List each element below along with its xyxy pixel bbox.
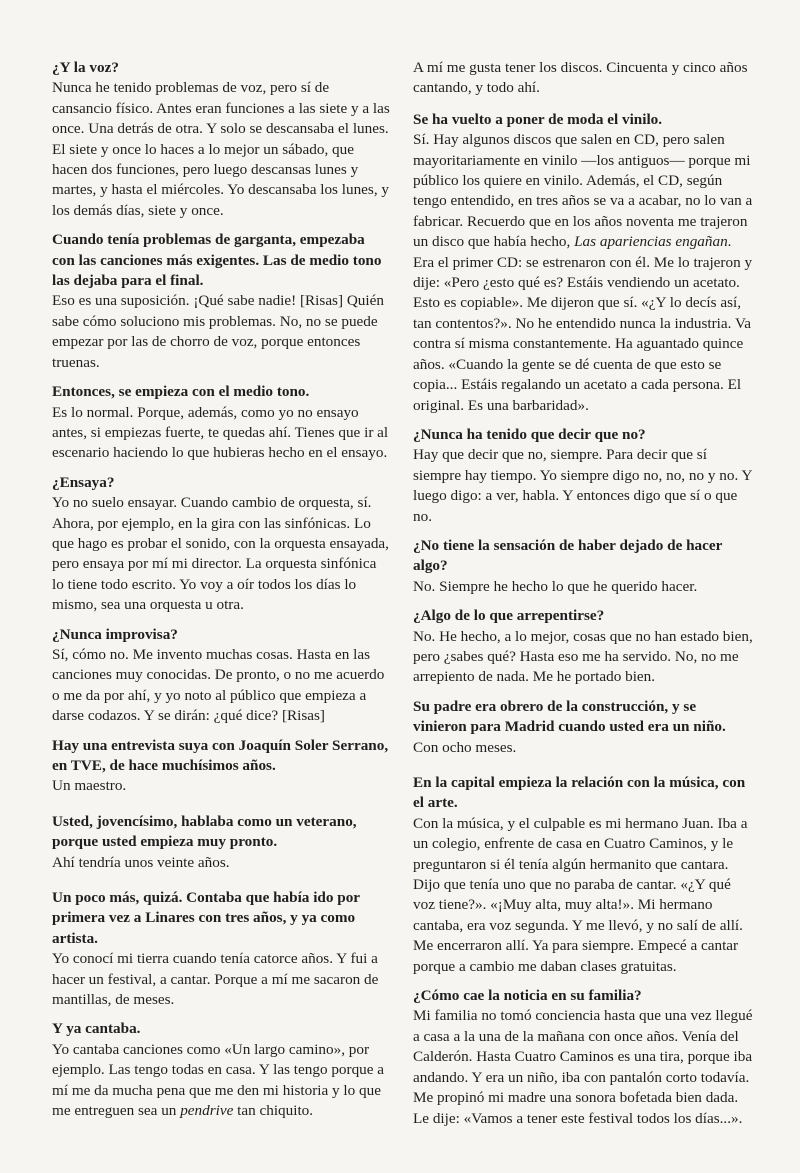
answer — [52, 1040, 390, 1122]
qa-block — [413, 110, 753, 416]
qa-block — [52, 1019, 390, 1121]
qa-block — [52, 812, 390, 873]
question: ¿No tiene la sensación de haber dejado de hacer algo? — [413, 536, 723, 575]
question: Usted, jovencísimo, hablaba como un veterano, porque usted empieza muy pronto. — [52, 812, 357, 851]
answer-text: . Era el primer CD: se estrenaron con él. Me lo trajeron y dije: «Pero ¿esto qué es? Estáis vendiendo un acetato. Esto es copiable». Me dijeron que sí. «¿Y lo decís así, tan contentos?». No he entendido nunca la industria. Va contra sí misma constantemente. Ha aguantado quince años. «Cuando la gente se dé cuenta de que esto se copia... Estáis regalando un acetato a cada persona. El original. Es una barbaridad». — [413, 233, 753, 414]
question: Cuando tenía problemas de garganta, empezaba con las canciones más exigentes. Las de medio tono las dejaba para el final. — [52, 231, 382, 290]
answer: Con la música, y el culpable es mi hermano Juan. Iba a un colegio, enfrente de casa en Cuatro Caminos, y le preguntaron si él tenía algún hermanito que cantara. Dijo que tenía uno que no paraba de cantar. «¿Y qué voz tiene?». «¡Muy alta, muy alta!». Mi hermano cantaba, era voz segunda. Y me llevó, y no salí de allí. Me encerraron allí. Ya para siempre. Empecé a cantar porque a cambio me daban clases gratuitas. — [413, 814, 748, 975]
qa-block — [413, 606, 753, 688]
answer: No. Siempre he hecho lo que he querido hacer. — [413, 577, 698, 595]
answer: Un maestro. — [52, 777, 127, 795]
question: Se ha vuelto a poner de moda el vinilo. — [413, 110, 663, 128]
answer: Sí, cómo no. Me invento muchas cosas. Hasta en las canciones muy conocidas. De pronto, o no me acuerdo o me da por ahí, y yo noto al público que empieza a darse codazos. Y se dirán: ¿qué dice? [Risas] — [52, 645, 385, 725]
right-column — [413, 58, 753, 1138]
answer: Ahí tendría unos veinte años. — [52, 853, 230, 871]
answer-continued: A mí me gusta tener los discos. Cincuenta y cinco años cantando, y todo ahí. — [413, 59, 748, 97]
answer: Es lo normal. Porque, además, como yo no ensayo antes, si empiezas fuerte, te quedas ahí. Tienes que ir al escenario haciendo lo que hubieras hecho en el ensayo. — [52, 403, 389, 462]
answer: Eso es una suposición. ¡Qué sabe nadie! [Risas] Quién sabe cómo soluciono mis problemas. No, no se puede empezar por las de chorro de voz, porque entonces truenas. — [52, 292, 384, 371]
left-column — [52, 58, 390, 1131]
question: En la capital empieza la relación con la música, con el arte. — [413, 774, 746, 812]
answer: Con ocho meses. — [413, 738, 517, 756]
answer-italic: pendrive — [180, 1102, 234, 1120]
answer: Yo conocí mi tierra cuando tenía catorce años. Y fui a hacer un festival, a cantar. Porque a mí me sacaron de mantillas, de meses. — [52, 950, 379, 1009]
answer-italic: Las apariencias engañan — [574, 233, 728, 251]
qa-block — [413, 536, 753, 597]
question: ¿Nunca ha tenido que decir que no? — [413, 425, 646, 443]
qa-block — [52, 473, 390, 616]
qa-block — [413, 425, 753, 527]
answer: No. He hecho, a lo mejor, cosas que no han estado bien, pero ¿sabes qué? Hasta eso me ha servido. No, no me arrepiento de nada. Me he portado bien. — [413, 627, 753, 686]
answer — [413, 130, 753, 416]
answer: Nunca he tenido problemas de voz, pero sí de cansancio físico. Antes eran funciones a las siete y a las once. Una detrás de otra. Y solo se descansaba el lunes. El siete y once lo haces a lo mejor un sábado, que hacen dos funciones, pero luego descansas lunes y martes, y hasta el miércoles. Yo descansaba los lunes, y los demás días, siete y once. — [52, 79, 390, 219]
question: ¿Cómo cae la noticia en su familia? — [413, 987, 642, 1005]
question: ¿Y la voz? — [52, 59, 119, 76]
answer-text: tan chiquito. — [233, 1102, 314, 1120]
question: ¿Ensaya? — [52, 473, 115, 491]
answer: Mi familia no tomó conciencia hasta que una vez llegué a casa a la una de la mañana con once años. Venía del Calderón. Hasta Cuatro Caminos es una tira, porque iba andando. Y era un niño, iba con pantalón corto todavía. Me propinó mi madre una sonora bofetada bien dada. Le dije: «Vamos a tener este festival todos los días...». — [413, 1007, 753, 1127]
question: Hay una entrevista suya con Joaquín Soler Serrano, en TVE, de hace muchísimos años. — [52, 736, 389, 774]
qa-block — [52, 382, 390, 464]
question: Su padre era obrero de la construcción, y se vinieron para Madrid cuando usted era un niño. — [413, 697, 726, 736]
answer-text: Yo cantaba canciones como «Un largo camino», por ejemplo. Las tengo todas en casa. Y las tengo porque a mí me da mucha pena que me den mi historia y lo que me entreguen sea un — [52, 1040, 385, 1120]
answer: Hay que decir que no, siempre. Para decir que sí siempre hay tiempo. Yo siempre digo no, no, no y no. Y luego digo: a ver, habla. Y entonces digo que sí o que no. — [413, 446, 752, 525]
answer: Yo no suelo ensayar. Cuando cambio de orquesta, sí. Ahora, por ejemplo, en la gira con las sinfónicas. Lo que hago es probar el sonido, con la orquesta ensayada, pero ensaya por mí mi director. La orquesta sinfónica lo tiene todo escrito. Yo voy a oír todos los días lo mismo, sea una orquesta u otra. — [52, 494, 389, 614]
qa-block — [52, 888, 390, 1010]
question: Entonces, se empieza con el medio tono. — [52, 383, 310, 401]
answer-text: Sí. Hay algunos discos que salen en CD, pero salen mayoritariamente en vinilo —los antiguos— porque mi público los quiere en vinilo. Además, el CD, según tengo entendido, en tres años se va a acabar, no lo van a fabricar. Recuerdo que en los años noventa me trajeron un disco que había hecho, — [413, 131, 753, 251]
question: Y ya cantaba. — [52, 1020, 141, 1038]
qa-block — [413, 773, 753, 977]
qa-block — [52, 58, 390, 221]
qa-block — [413, 986, 753, 1129]
qa-block — [52, 230, 390, 373]
qa-block — [52, 625, 390, 727]
question: Un poco más, quizá. Contaba que había ido por primera vez a Linares con tres años, y ya como artista. — [52, 889, 360, 947]
qa-block — [52, 736, 390, 797]
question: ¿Algo de lo que arrepentirse? — [413, 607, 605, 625]
question: ¿Nunca improvisa? — [52, 625, 178, 643]
qa-block — [413, 697, 753, 758]
